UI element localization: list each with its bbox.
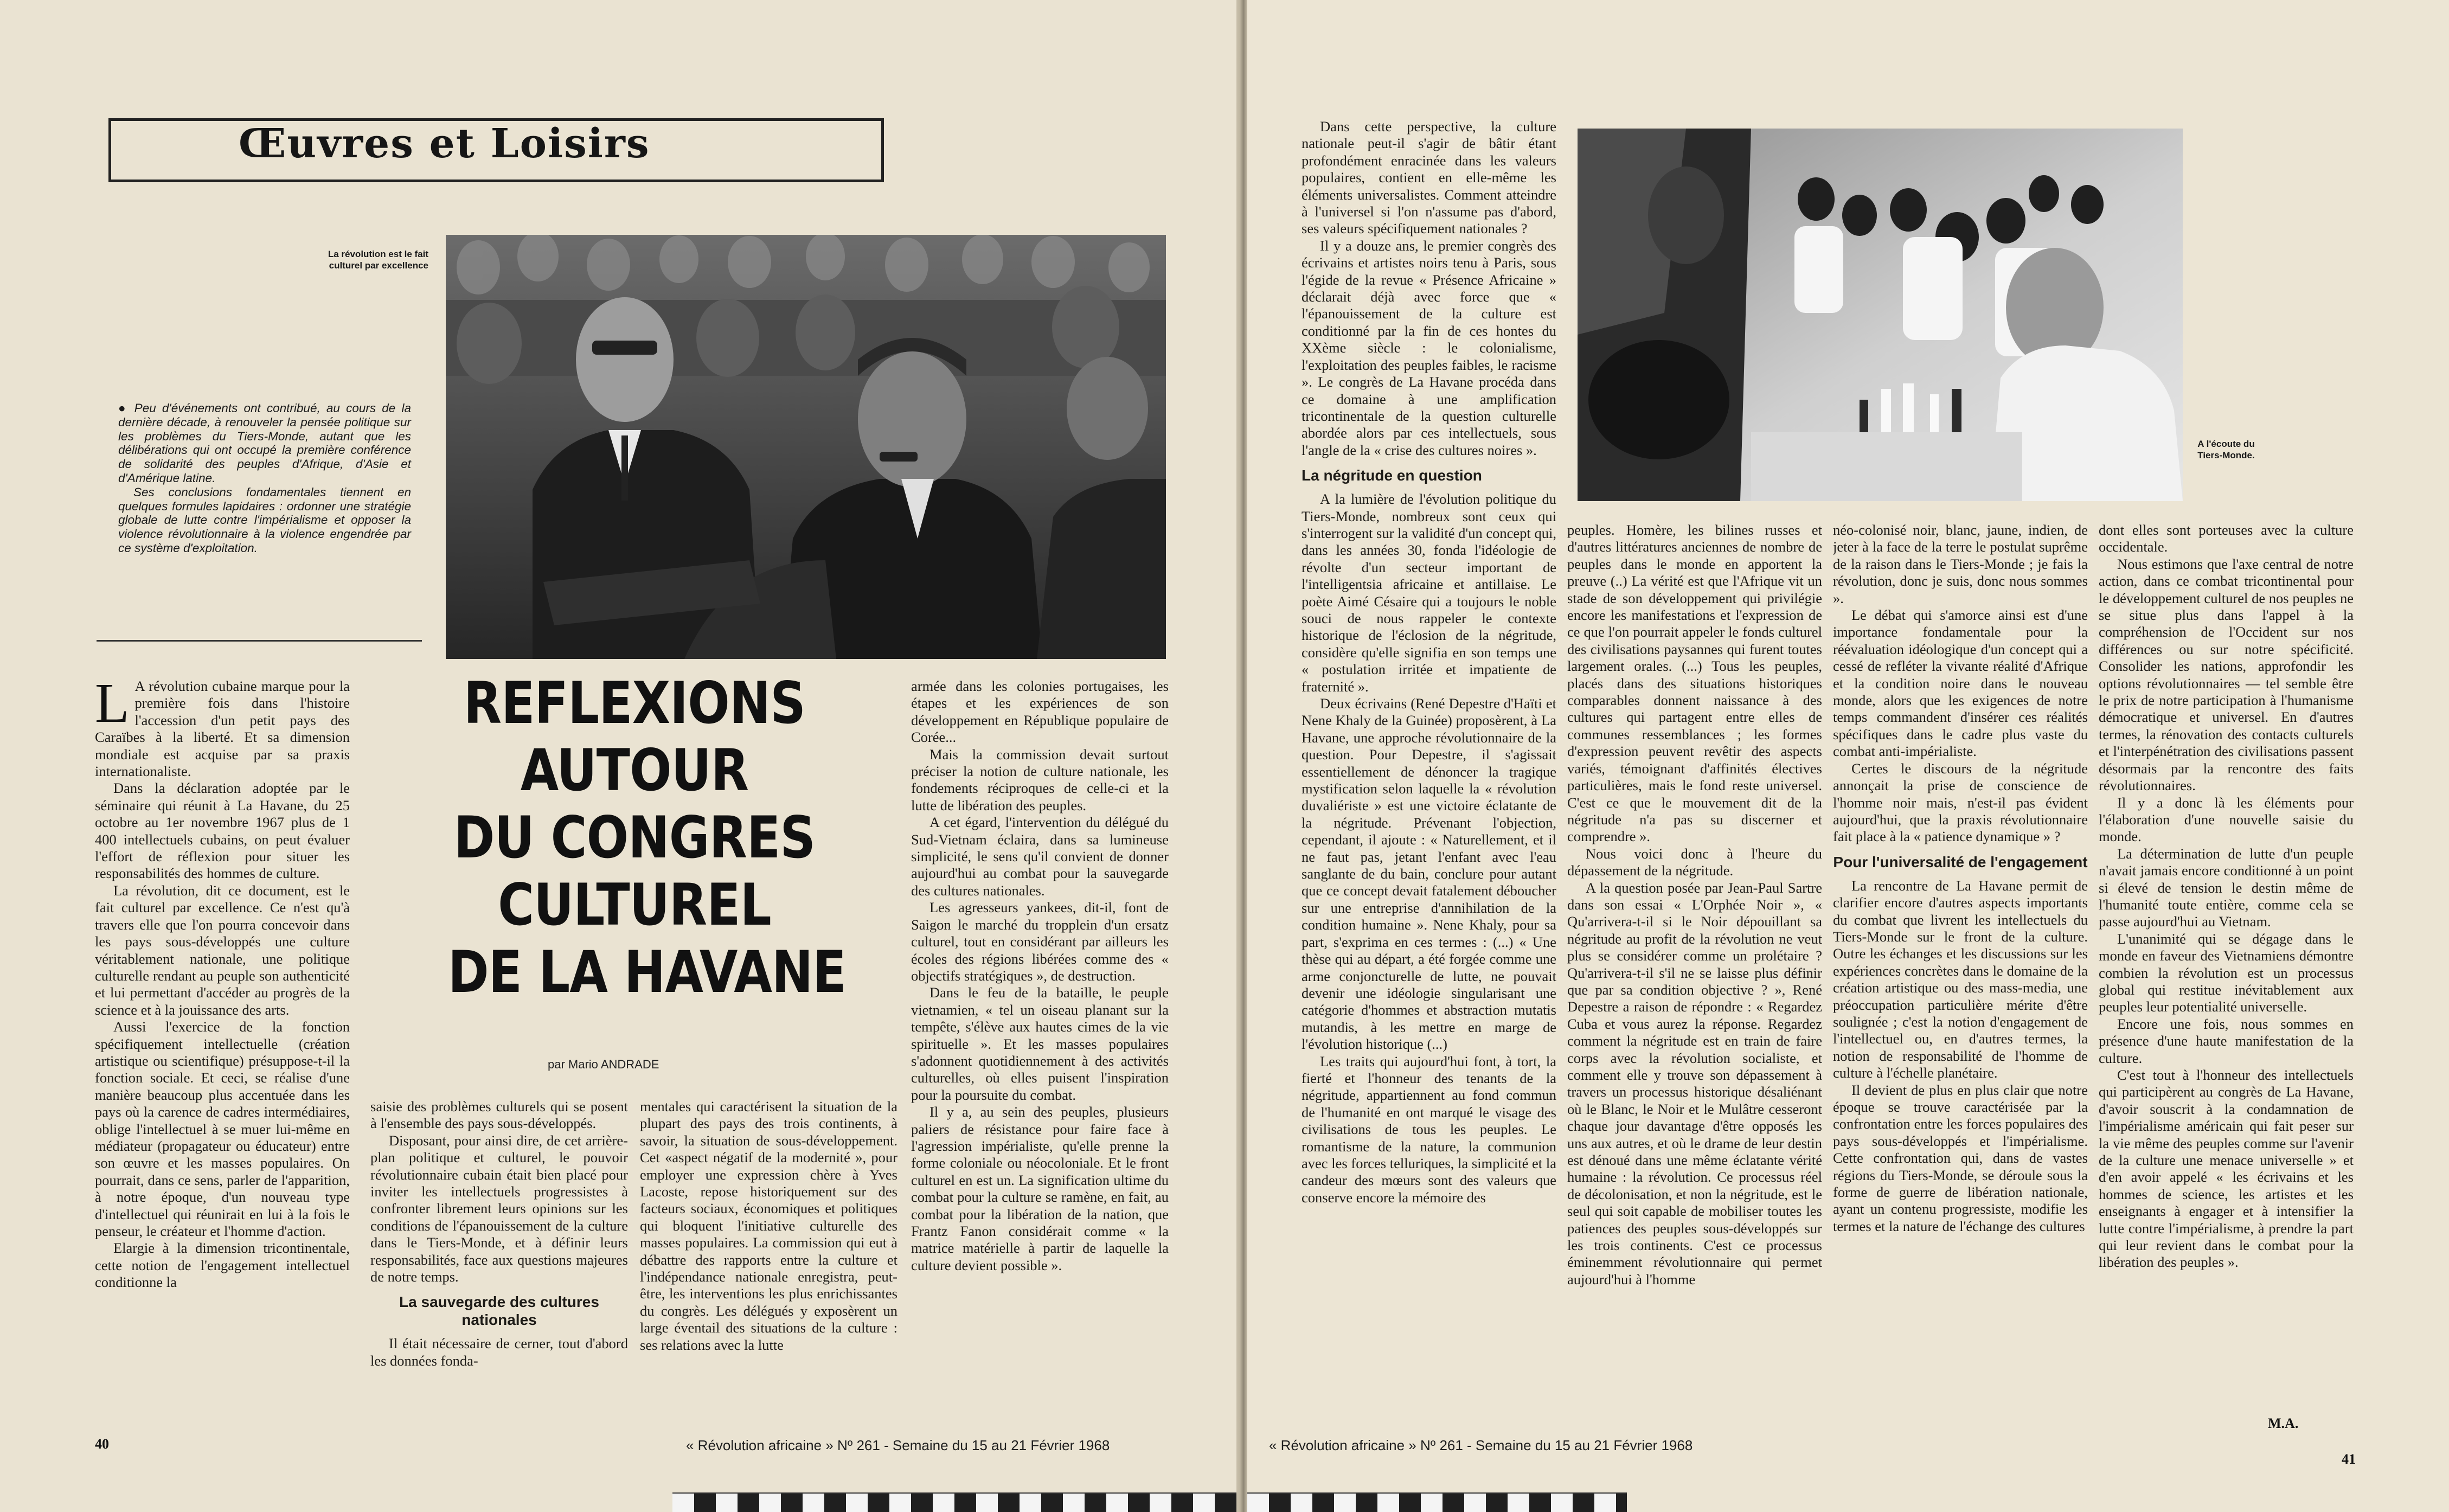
rcol3-paragraph-4: La rencontre de La Havane permit de clarifier encore d'autres aspects importants du combat que livrent les intellectuels du Tiers-Monde sur le front de la culture. Outre les échanges et les discussions sur les expériences concrètes dans le domaine de la création artistique ou des mass-media, une préoccupation particulière mérite d'être soulignée ; c'est la notion d'engagement de l'intellectuel ou, en d'autres termes, la notion de responsabilité de l'homme de culture à l'échelle planétaire. xyxy=(1833,877,2088,1081)
rcol4-paragraph-7: C'est tout à l'honneur des intellectuels qui participèrent au congrès de La Havane, d'avoir souscrit à la condamnation de l'impérialisme américain qui fait peser sur la vie même des peuples comme sur l'avenir de la culture une menace universelle » et d'en avoir appelé « les écrivains et les hommes de science, les artistes et les enseignants à engager et à intensifier la lutte contre l'impérialisme, à prendre la part qui leur revient dans le combat pour la libération des peuples ». xyxy=(2099,1067,2354,1271)
right-column-1 xyxy=(1302,118,1556,1417)
intro-divider xyxy=(97,640,422,642)
rcol3-paragraph-1: néo-colonisé noir, blanc, jaune, indien, de jeter à la face de la terre le postulat suprême de la raison dans le Tiers-Monde ; je fais la révolution, donc je suis, donc nous sommes ». xyxy=(1833,522,2088,606)
col4-paragraph-2: Mais la commission devait surtout préciser la notion de culture nationale, les fondements réciproques de celle-ci et la lutte de libération des peuples. xyxy=(911,746,1169,813)
right-column-2 xyxy=(1567,522,1822,1418)
col4-paragraph-4: Les agresseurs yankees, dit-il, font de Saigon le marché du tropplein d'un ersatz culturel, tout en considérant par ailleurs les écoles des régions libérées comme des « objectifs stratégiques », de destruction. xyxy=(911,899,1169,984)
col1-paragraph-1: A révolution cubaine marque pour la première fois dans l'histoire l'accession d'un petit pays des Caraïbes à la liberté. Et sa dimension mondiale est acquise par sa praxis internationaliste. xyxy=(95,678,350,780)
rcol1-subheading: La négritude en question xyxy=(1302,467,1482,484)
photo-caption-left: La révolution est le fait culturel par excellence xyxy=(328,249,428,271)
footer-right: « Révolution africaine » Nº 261 - Semaine du 15 au 21 Février 1968 xyxy=(1269,1437,1693,1453)
section-title: Œuvres et Loisirs xyxy=(239,120,650,167)
article-headline xyxy=(448,670,846,1006)
rcol4-paragraph-1: dont elles sont porteuses avec la culture occidentale. xyxy=(2099,522,2354,555)
intro-paragraph-2: Ses conclusions fondamentales tiennent en quelques formules lapidaires : ordonner une stratégie globale de lutte contre l'impérialisme et opposer la violence révolutionnaire à la violence engendrée par ce système d'exploitation. xyxy=(118,485,411,555)
article-byline: par Mario ANDRADE xyxy=(548,1058,659,1071)
rcol3-paragraph-3: Certes le discours de la négritude annonçait la prise de conscience de l'homme noir mais, n'est-il pas évident aujourd'hui, que la praxis révolutionnaire fait place à la « patience dynamique » ? xyxy=(1833,760,2088,845)
rcol4-paragraph-6: Encore une fois, nous sommes en présence d'une haute manifestation de la culture. xyxy=(2099,1015,2354,1066)
page-number-right: 41 xyxy=(2342,1451,2356,1467)
photo-caption-right: A l'écoute du Tiers-Monde. xyxy=(2197,439,2255,460)
footer-left: « Révolution africaine » Nº 261 - Semaine du 15 au 21 Février 1968 xyxy=(686,1437,1110,1453)
rcol1-paragraph-3: A la lumière de l'évolution politique du Tiers-Monde, nombreux sont ceux qui s'interrogent sur la validité d'un concept qui, dans les années 30, fonda l'idéologie de révolte d'un secteur important de l'intelligentsia africaine et antillaise. Le poète Aimé Césaire qui a toujours le noble souci de nous rappeler le contexte historique de l'éclosion de la négritude, considère qu'elle signifia en son temps une « postulation irritée et impatiente de fraternité ». xyxy=(1302,491,1556,695)
photo-illustration-right xyxy=(1578,129,2183,501)
article-column-2 xyxy=(370,1098,628,1418)
rcol4-paragraph-5: L'unanimité qui se dégage dans le monde en faveur des Vietnamiens démontre combien la révolution est un processus global qui restitue inévitablement aux peuples leur potentialité universelle. xyxy=(2099,930,2354,1015)
col4-paragraph-5: Dans le feu de la bataille, le peuple vietnamien, « tel un oiseau planant sur la tempête, s'élève aux hautes cimes de la vie spirituelle ». Et les masses populaires s'adonnent quotidiennement à des activités culturelles, où elles puisent l'inspiration pour la poursuite du combat. xyxy=(911,984,1169,1103)
intro-paragraph-1: ● Peu d'événements ont contribué, au cours de la dernière décade, à renouveler la pensée politique sur les problèmes du Tiers-Monde, autant que les délibérations qui ont occupé la première conférence de solidarité des peuples d'Afrique, d'Asie et d'Amérique latine. xyxy=(118,401,411,485)
drop-cap: L xyxy=(95,678,130,734)
rcol3-paragraph-2: Le débat qui s'amorce ainsi est d'une importance fondamentale pour la réévaluation idéologique d'un concept qui a cessé de refléter la vivante réalité d'Afrique et la condition noire dans le nouveau monde, alors que les exigences de notre temps commandent d'insérer ces réalités spécifiques dans le cadre plus vaste du combat anti-impérialiste. xyxy=(1833,607,2088,760)
rcol3-paragraph-5: Il devient de plus en plus clair que notre époque se trouve caractérisée par la confrontation entre les forces populaires des pays sous-développés et l'impérialisme. Cette confrontation qui, dans de vastes régions du Tiers-Monde, se déroule sous la forme de guerre de libération nationale, ayant un contenu progressiste, modifie les termes et la nature de l'échange des cultures xyxy=(1833,1081,2088,1234)
intro-text xyxy=(118,401,411,555)
rcol2-paragraph-3: A la question posée par Jean-Paul Sartre dans son essai « L'Orphée Noir », « Qu'arrivera-t-il si le Noir dépouillant sa négritude au profit de la révolution ne veut plus se considérer comme un prolétaire ? Qu'arrivera-t-il s'il ne se laisse plus définir que par sa condition objective ? », René Depestre a raison de répondre : « Regardez Cuba et vous aurez la réponse. Regardez comment la négritude est en train de faire corps avec la révolution socialiste, et comment elle y trouve son dépassement à travers un processus historique désaliénant où le Blanc, le Noir et le Mulâtre cesseront chaque jour davantage d'être opposés les uns aux autres, et où le drame de leur destin est dénoué dans une même éclatante vérité humaine : la révolution. Ce processus réel de décolonisation, et non la négritude, est le seul qui soit capable de mobiliser toutes les patiences des peuples sous-développés sur les trois continents. C'est ce processus éminemment révolutionnaire qui permet aujourd'hui à l'homme xyxy=(1567,879,1822,1287)
col4-paragraph-6: Il y a, au sein des peuples, plusieurs paliers de résistance pour faire face à l'agression impérialiste, qu'elle prenne la forme coloniale ou néocoloniale. Et le front culturel en est un. La signification ultime du combat pour la culture se ramène, en fait, au combat pour la libération de la nation, que Frantz Fanon considérait comme « la matrice matérielle à partir de laquelle la culture devient possible ». xyxy=(911,1104,1169,1273)
headline-line-3: DU CONGRES xyxy=(453,804,816,871)
rcol1-paragraph-2: Il y a douze ans, le premier congrès des écrivains et artistes noirs tenu à Paris, sous l'égide de la revue « Présence Africaine » déclarait déjà avec force que « l'épanouissement de la culture est conditionné par la fin de ces hontes du XXème siècle : le colonialisme, l'exploitation des peuples faibles, le racisme ». Le congrès de La Havane procéda dans ce domaine à une amplification tricontinentale de la question culturelle abordée alors par ces intellectuels, sous l'angle de la « crise des cultures noires ». xyxy=(1302,237,1556,458)
rcol3-subheading: Pour l'universalité de l'engagement xyxy=(1833,853,2088,870)
photo-illustration xyxy=(446,235,1166,659)
col4-paragraph-3: A cet égard, l'intervention du délégué du Sud-Vietnam éclaira, dans sa lumineuse simplicité, le sens qu'il convient de donner aujourd'hui au combat pour la sauvegarde des cultures nationales. xyxy=(911,814,1169,899)
rcol1-paragraph-5: Les traits qui aujourd'hui font, à tort, la fierté et l'honneur des tenants de la négritude, appartiennent au fond commun de l'humanité en ont marqué le visage des civilisations de tous les peuples. Le romantisme de la nature, la communion avec les forces telluriques, la simplicité et la candeur des mœurs sont des valeurs que conserve encore la mémoire des xyxy=(1302,1053,1556,1206)
scale-ruler xyxy=(672,1492,1236,1512)
rcol1-paragraph-1: Dans cette perspective, la culture nationale peut-il s'agir de bâtir étant profondément enracinée dans les valeurs populaires, contient en elle-même les éléments universalistes. Comment atteindre à l'universel si l'on n'assume pas d'abord, ses valeurs spécifiquement nationales ? xyxy=(1302,118,1556,237)
rcol4-paragraph-4: La détermination de lutte d'un peuple n'avait jamais encore conditionné à un point si élevé de tension le destin même de l'humanité toute entière, comme cela se passe aujourd'hui au Vietnam. xyxy=(2099,845,2354,930)
right-column-3 xyxy=(1833,522,2088,1418)
col2-paragraph-2: Disposant, pour ainsi dire, de cet arrière-plan politique et culturel, le pouvoir révolutionnaire cubain était bien placé pour inviter les intellectuels progressistes à confronter librement leurs opinions sur les conditions de l'épanouissement de la culture dans le Tiers-Monde, et à définir leurs responsabilités, face aux questions majeures de notre temps. xyxy=(370,1132,628,1285)
col2-subheading: La sauvegarde des cultures nationales xyxy=(399,1293,599,1329)
page-number-left: 40 xyxy=(95,1436,109,1452)
scale-ruler-right xyxy=(1247,1492,1627,1512)
col2-paragraph-1: saisie des problèmes culturels qui se posent à l'ensemble des pays sous-développés. xyxy=(370,1098,628,1132)
article-column-4 xyxy=(911,678,1169,1418)
rcol2-paragraph-2: Nous voici donc à l'heure du dépassement de la négritude. xyxy=(1567,845,1822,879)
headline-line-5: DE LA HAVANE xyxy=(448,939,846,1005)
congress-audience-photo xyxy=(446,235,1166,659)
rcol1-paragraph-4: Deux écrivains (René Depestre d'Haïti et Nene Khaly de la Guinée) proposèrent, à La Havane, une approche révolutionnaire de la question. Pour Depestre, il s'agissait essentiellement de dénoncer la tragique mystification selon laquelle la « révolution duvaliériste » est une victoire éclatante de la négritude. Prévenant l'objection, cependant, il ajoute : « Naturellement, et il ne faut pas, jetant l'enfant avec l'eau sanglante de du bain, conclure pour autant que ce concept devait fatalement déboucher sur une entreprise d'annihilation de la condition humaine ». Nene Khaly, pour sa part, s'exprima en ces termes : (...) « Une thèse qui au départ, a été forgée comme une arme conjoncturelle de lutte, ne pouvait devenir une idéologie singularisant une catégorie d'hommes et abstraction mutatis mutandis, à les mettre en marge de l'évolution historique (...) xyxy=(1302,695,1556,1053)
right-page xyxy=(1247,0,2449,1512)
article-signature: M.A. xyxy=(2268,1415,2299,1431)
col4-paragraph-1: armée dans les colonies portugaises, les étapes et les expériences de son développement en République populaire de Corée... xyxy=(911,678,1169,746)
conference-hall-photo xyxy=(1578,129,2183,501)
article-column-3 xyxy=(640,1098,897,1418)
col1-paragraph-2: Dans la déclaration adoptée par le séminaire qui réunit à La Havane, du 25 octobre au 1er novembre 1967 plus de 1 400 intellectuels cubains, on peut évaluer l'effort de réflexion pour situer les responsabilités des hommes de culture. xyxy=(95,780,350,882)
rcol4-paragraph-3: Il y a donc là les éléments pour l'élaboration d'une nouvelle saisie du monde. xyxy=(2099,794,2354,845)
headline-line-1: REFLEXIONS xyxy=(463,670,806,736)
rcol4-paragraph-2: Nous estimons que l'axe central de notre action, dans ce combat tricontinental pour le développement culturel de nos peuples ne se situe plus dans l'appel à la compréhension de l'Occident sur nos différences ou sur notre spécificité. Consolider les nations, approfondir les options révolutionnaires — tel semble être le prix de notre participation à l'humanisme démocratique et universel. En d'autres termes, la rénovation des contacts culturels et l'interpénétration des civilisations passent désormais par la rencontre des faits révolutionnaires. xyxy=(2099,555,2354,794)
col1-paragraph-5: Elargie à la dimension tricontinentale, cette notion de l'engagement intellectuel conditionne la xyxy=(95,1240,350,1291)
col2-paragraph-3: Il était nécessaire de cerner, tout d'abord les données fonda- xyxy=(370,1335,628,1369)
headline-line-2: AUTOUR xyxy=(520,737,749,804)
headline-line-4: CULTUREL xyxy=(498,872,771,938)
col1-paragraph-3: La révolution, dit ce document, est le fait culturel par excellence. Ce n'est qu'à travers elle que l'on pourra concevoir dans les pays sous-développés une culture véritablement nationale, une politique culturelle rendant au peuple son authenticité et lui permettant d'accéder au progrès de la science et à la jouissance des arts. xyxy=(95,882,350,1018)
rcol2-paragraph-1: peuples. Homère, les bilines russes et d'autres littératures anciennes de nombre de peuples dans le monde en apportent la preuve (..) La vérité est que l'Afrique vit un stade de son développement qui privilégie encore les manifestations et l'expression de ce que l'on pourrait appeler le fonds culturel des civilisations paysannes qui furent toutes largement orales. (...) Tous les peuples, placés dans des situations historiques comparables donnent naissance à des cultures qui partagent entre elles de communes ressemblances ; les formes d'expression peuvent revêtir des aspects variés, témoignant d'affinités électives particulières, mais le fond reste universel. C'est ce que le mouvement dit de la négritude n'a pas su discerner et comprendre ». xyxy=(1567,522,1822,845)
col1-paragraph-4: Aussi l'exercice de la fonction spécifiquement intellectuelle (création artistique ou scientifique) présuppose-t-il la fonction sociale. Et ceci, se réalise d'une manière beaucoup plus accentuée dans les pays où la carence de cadres intermédiaires, oblige l'intellectuel à se muer lui-même en médiateur (propagateur ou éducateur) entre son œuvre et les masses populaires. On pourrait, dans ce sens, parler de l'apparition, à notre époque, d'un nouveau type d'intellectuel qui réunirait en lui à la fois le penseur, le créateur et l'homme d'action. xyxy=(95,1018,350,1239)
article-column-1 xyxy=(95,678,350,1418)
col3-paragraph-1: mentales qui caractérisent la situation de la plupart des pays des trois continents, à savoir, la situation de sous-développement. Cet «aspect négatif de la modernité », pour employer une expression chère à Yves Lacoste, repose historiquement sur des facteurs sociaux, économiques et politiques qui bloquent l'initiative culturelle des masses populaires. La commission qui eut à débattre des rapports entre la culture et l'indépendance nationale enregistra, peut-être, les interventions les plus enrichissantes du congrès. Les délégués y exposèrent un large éventail des situations de la culture : ses relations avec la lutte xyxy=(640,1098,897,1353)
right-column-4 xyxy=(2099,522,2354,1418)
